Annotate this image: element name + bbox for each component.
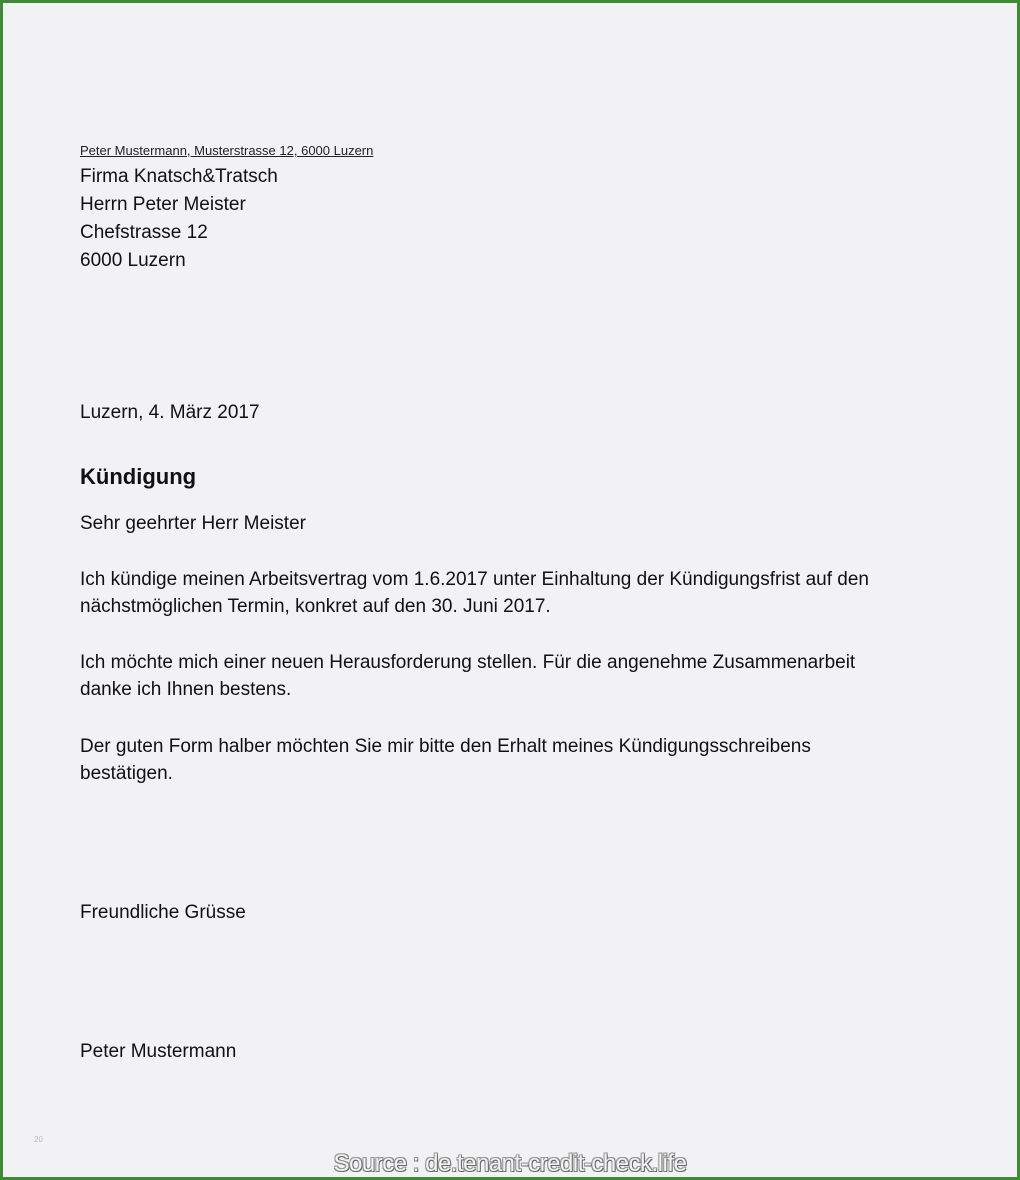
paragraph-3-line-2: bestätigen. <box>80 763 173 784</box>
closing: Freundliche Grüsse <box>80 902 246 923</box>
source-watermark: Source : de.tenant-credit-check.life <box>333 1150 687 1177</box>
recipient-name: Herrn Peter Meister <box>80 194 246 215</box>
sender-address-line: Peter Mustermann, Musterstrasse 12, 6000 Luzern <box>80 143 374 158</box>
recipient-street: Chefstrasse 12 <box>80 222 208 243</box>
salutation: Sehr geehrter Herr Meister <box>80 513 306 534</box>
date-line: Luzern, 4. März 2017 <box>80 402 260 423</box>
recipient-city: 6000 Luzern <box>80 250 186 271</box>
paragraph-1-line-2: nächstmöglichen Termin, konkret auf den 30. Juni 2017. <box>80 596 551 617</box>
page-number: 20 <box>34 1135 43 1144</box>
paragraph-3-line-1: Der guten Form halber möchten Sie mir bitte den Erhalt meines Kündigungsschreibens <box>80 736 811 757</box>
recipient-company: Firma Knatsch&Tratsch <box>80 166 278 187</box>
signature-name: Peter Mustermann <box>80 1041 237 1062</box>
paragraph-1-line-1: Ich kündige meinen Arbeitsvertrag vom 1.6.2017 unter Einhaltung der Kündigungsfrist auf den <box>80 569 870 590</box>
subject-heading: Kündigung <box>80 464 197 489</box>
paragraph-2-line-1: Ich möchte mich einer neuen Herausforderung stellen. Für die angenehme Zusammenarbeit <box>80 652 856 673</box>
paragraph-2-line-2: danke ich Ihnen bestens. <box>80 679 292 700</box>
